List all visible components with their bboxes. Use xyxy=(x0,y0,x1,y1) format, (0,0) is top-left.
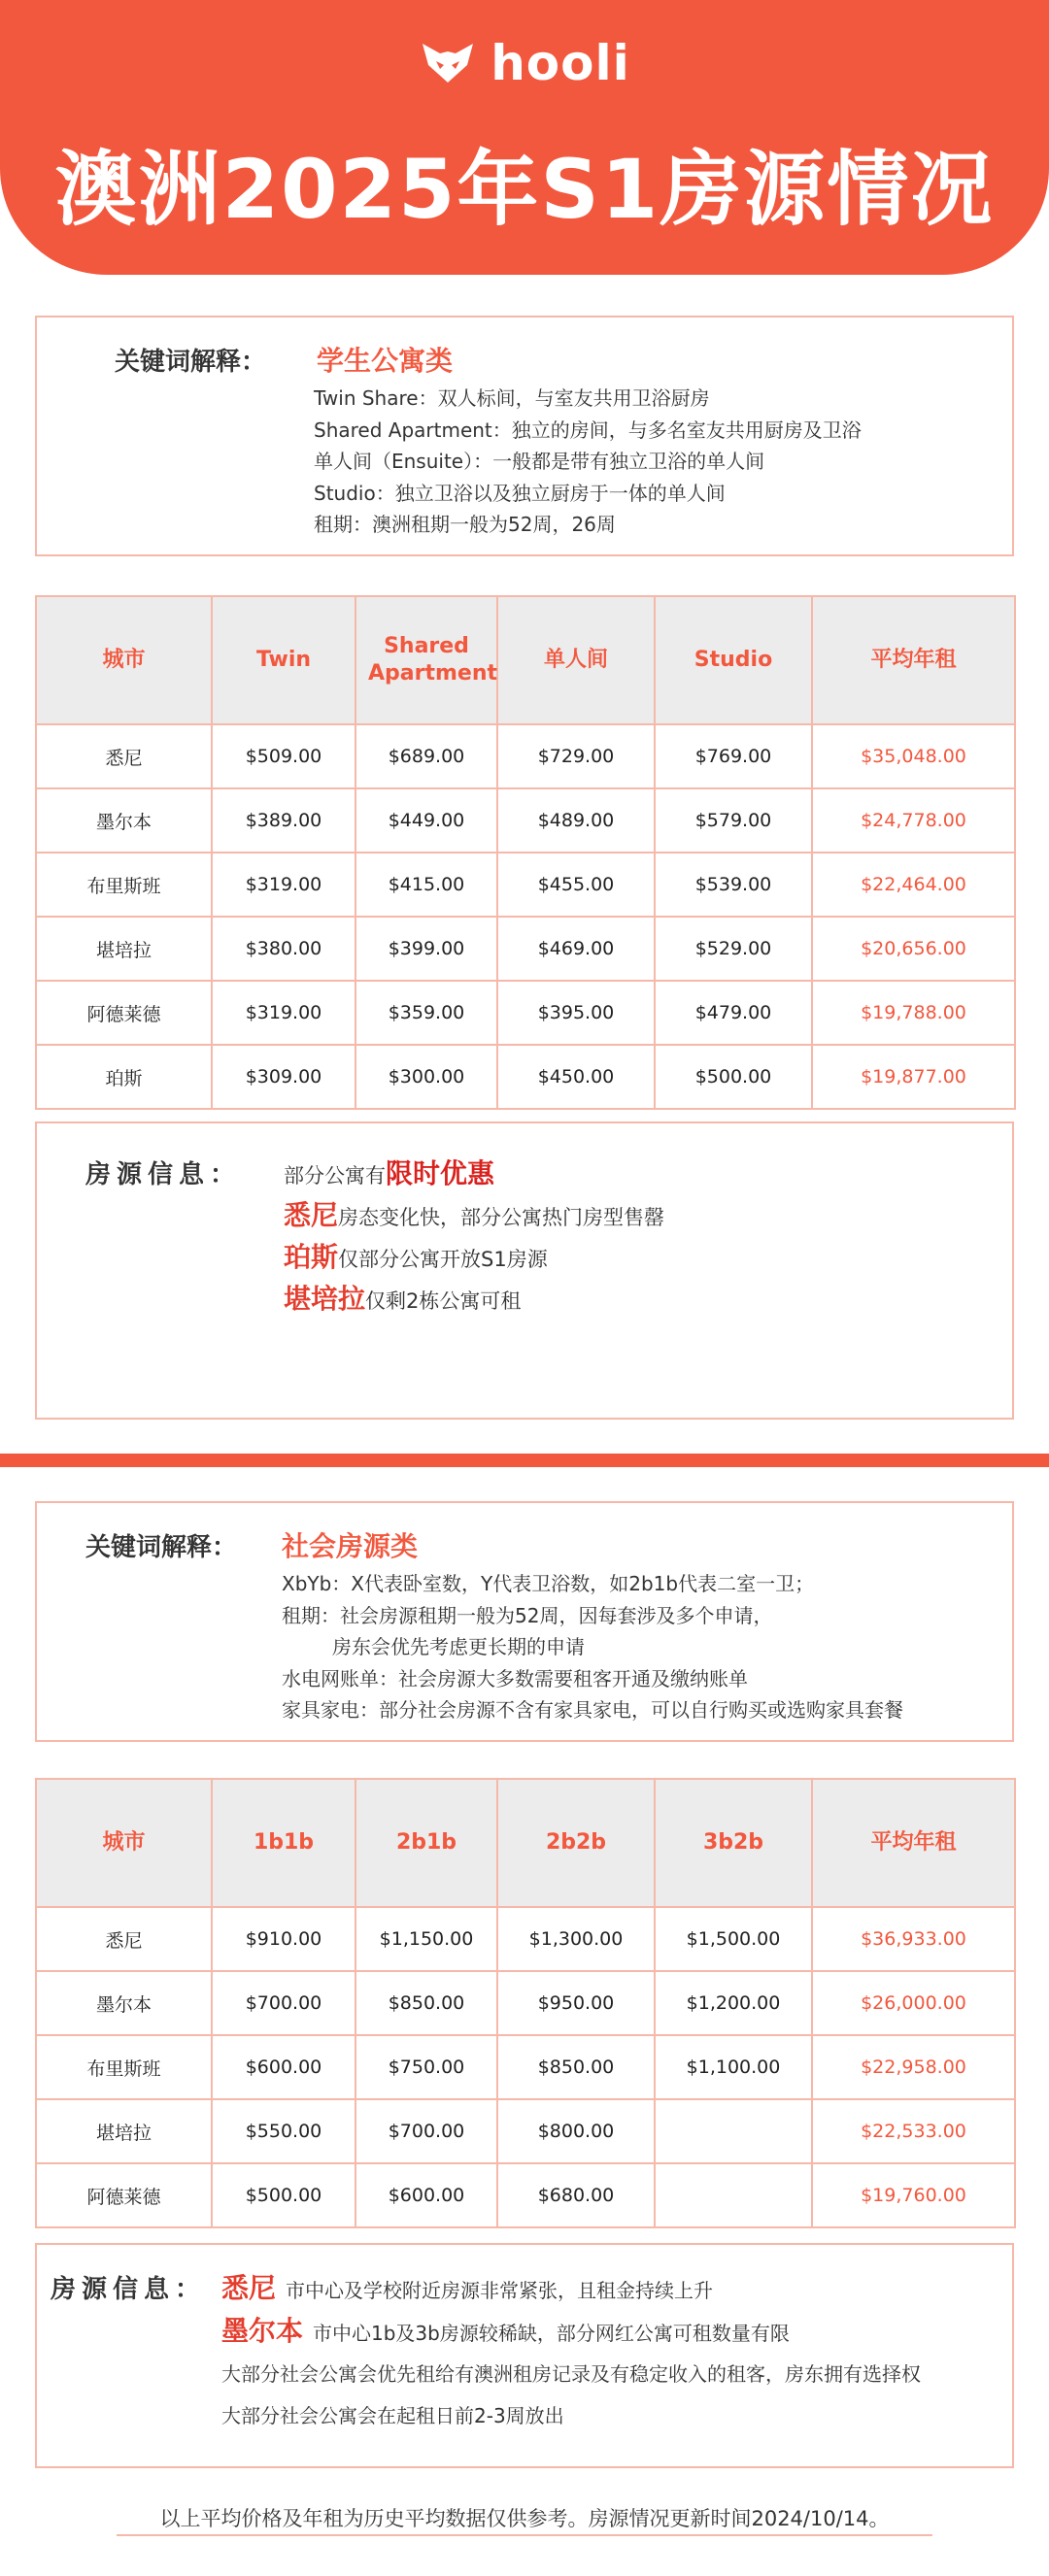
city-cell: 堪培拉 xyxy=(36,917,212,981)
table-row xyxy=(36,788,1015,853)
city-cell: 阿德莱德 xyxy=(36,981,212,1045)
table-row xyxy=(36,2099,1015,2163)
definition-line: Twin Share：双人标间，与室友共用卫浴厨房 xyxy=(314,386,710,410)
fox-logo-icon xyxy=(419,42,477,84)
table-row xyxy=(36,1907,1015,1971)
definition-line: XbYb：X代表卧室数，Y代表卫浴数，如2b1b代表二室一卫； xyxy=(282,1572,815,1595)
price-cell: $449.00 xyxy=(355,788,497,853)
price-cell: $600.00 xyxy=(212,2035,355,2099)
info-text: 仅部分公寓开放S1房源 xyxy=(338,1248,548,1271)
table-header-row xyxy=(36,596,1015,724)
price-cell: $469.00 xyxy=(497,917,655,981)
keyword-definitions xyxy=(282,1568,903,1726)
price-cell: $579.00 xyxy=(655,788,812,853)
definition-line: Shared Apartment：独立的房间，与多名室友共用厨房及卫浴 xyxy=(314,418,862,442)
price-cell: $500.00 xyxy=(212,2163,355,2227)
price-cell: $680.00 xyxy=(497,2163,655,2227)
price-cell: $800.00 xyxy=(497,2099,655,2163)
footnote: 以上平均价格及年租为历史平均数据仅供参考。房源情况更新时间2024/10/14。 xyxy=(159,2507,890,2530)
city-cell: 阿德莱德 xyxy=(36,2163,212,2227)
student-keyword-box xyxy=(35,316,1014,556)
promo-highlight: 限时优惠 xyxy=(386,1157,495,1189)
column-header: 1b1b xyxy=(212,1779,355,1907)
price-cell: $700.00 xyxy=(212,1971,355,2035)
price-cell: $550.00 xyxy=(212,2099,355,2163)
price-cell: $1,200.00 xyxy=(655,1971,812,2035)
column-header: Studio xyxy=(655,596,812,724)
annual-rent-cell: $24,778.00 xyxy=(812,788,1015,853)
keyword-category: 社会房源类 xyxy=(282,1530,419,1562)
price-cell: $910.00 xyxy=(212,1907,355,1971)
price-cell: $850.00 xyxy=(497,2035,655,2099)
city-highlight: 悉尼 xyxy=(284,1199,339,1231)
price-cell: $509.00 xyxy=(212,724,355,788)
definition-line: 租期：社会房源租期一般为52周，因每套涉及多个申请， xyxy=(282,1603,773,1627)
city-cell: 墨尔本 xyxy=(36,1971,212,2035)
price-cell: $850.00 xyxy=(355,1971,497,2035)
annual-rent-cell: $26,000.00 xyxy=(812,1971,1015,2035)
city-highlight: 悉尼 xyxy=(221,2272,277,2304)
price-cell: $769.00 xyxy=(655,724,812,788)
table-row xyxy=(36,853,1015,917)
column-header: 平均年租 xyxy=(812,1779,1015,1907)
price-cell: $950.00 xyxy=(497,1971,655,2035)
info-line: 大部分社会公寓会在起租日前2-3周放出 xyxy=(221,2404,564,2427)
column-header: 城市 xyxy=(36,596,212,724)
keyword-definitions xyxy=(314,383,862,541)
price-cell: $395.00 xyxy=(497,981,655,1045)
definition-line: 水电网账单：社会房源大多数需要租客开通及缴纳账单 xyxy=(282,1666,748,1690)
price-cell: $479.00 xyxy=(655,981,812,1045)
column-header: 单人间 xyxy=(497,596,655,724)
info-line xyxy=(284,1194,664,1233)
info-text: 仅剩2栋公寓可租 xyxy=(365,1289,522,1313)
price-cell: $399.00 xyxy=(355,917,497,981)
info-line: 大部分社会公寓会优先租给有澳洲租房记录及有稳定收入的租客，房东拥有选择权 xyxy=(221,2362,921,2386)
city-highlight: 珀斯 xyxy=(284,1241,339,1273)
city-highlight: 墨尔本 xyxy=(221,2315,304,2347)
price-cell: $1,100.00 xyxy=(655,2035,812,2099)
info-line xyxy=(284,1153,494,1191)
info-text: 市中心及学校附近房源非常紧张，且租金持续上升 xyxy=(286,2279,714,2302)
city-cell: 墨尔本 xyxy=(36,788,212,853)
annual-rent-cell: $22,464.00 xyxy=(812,853,1015,917)
definition-line: 租期：澳洲租期一般为52周，26周 xyxy=(314,513,616,536)
annual-rent-cell: $36,933.00 xyxy=(812,1907,1015,1971)
info-line xyxy=(221,2310,790,2349)
student-price-table xyxy=(35,595,1016,1110)
definition-line: Studio：独立卫浴以及独立厨房于一体的单人间 xyxy=(314,481,726,505)
price-cell: $1,500.00 xyxy=(655,1907,812,1971)
price-cell: $600.00 xyxy=(355,2163,497,2227)
city-cell: 布里斯班 xyxy=(36,2035,212,2099)
table-row xyxy=(36,724,1015,788)
price-cell: $539.00 xyxy=(655,853,812,917)
annual-rent-cell: $20,656.00 xyxy=(812,917,1015,981)
header-banner xyxy=(0,0,1049,275)
price-cell: $300.00 xyxy=(355,1045,497,1109)
column-header xyxy=(355,596,497,724)
column-header: 3b2b xyxy=(655,1779,812,1907)
info-line xyxy=(284,1236,548,1275)
brand-name: hooli xyxy=(491,35,630,91)
student-info-box xyxy=(35,1121,1014,1420)
annual-rent-cell: $22,958.00 xyxy=(812,2035,1015,2099)
price-cell: $415.00 xyxy=(355,853,497,917)
page-title: 澳洲2025年S1房源情况 xyxy=(54,142,995,237)
price-cell: $529.00 xyxy=(655,917,812,981)
table-row xyxy=(36,2163,1015,2227)
social-info-box xyxy=(35,2243,1014,2468)
column-header: 2b1b xyxy=(355,1779,497,1907)
annual-rent-cell: $19,760.00 xyxy=(812,2163,1015,2227)
info-line xyxy=(221,2267,713,2306)
price-cell xyxy=(655,2099,812,2163)
price-cell: $689.00 xyxy=(355,724,497,788)
price-cell: $359.00 xyxy=(355,981,497,1045)
definition-line: 房东会优先考虑更长期的申请 xyxy=(332,1635,585,1658)
table-row xyxy=(36,1971,1015,2035)
price-cell: $1,300.00 xyxy=(497,1907,655,1971)
column-header: 2b2b xyxy=(497,1779,655,1907)
column-header: 城市 xyxy=(36,1779,212,1907)
annual-rent-cell: $19,788.00 xyxy=(812,981,1015,1045)
table-header-row xyxy=(36,1779,1015,1907)
keyword-label: 关键词解释： xyxy=(115,348,267,377)
info-label: 房源信息： xyxy=(51,2275,207,2304)
column-header: Twin xyxy=(212,596,355,724)
definition-line: 单人间（Ensuite）：一般都是带有独立卫浴的单人间 xyxy=(314,450,765,473)
price-cell: $319.00 xyxy=(212,981,355,1045)
price-cell: $489.00 xyxy=(497,788,655,853)
column-header: 平均年租 xyxy=(812,596,1015,724)
definition-line: 家具家电：部分社会房源不含有家具家电，可以自行购买或选购家具套餐 xyxy=(282,1698,903,1722)
table-row xyxy=(36,917,1015,981)
info-text: 房态变化快，部分公寓热门房型售罄 xyxy=(338,1206,665,1229)
annual-rent-cell: $19,877.00 xyxy=(812,1045,1015,1109)
social-keyword-box xyxy=(35,1501,1014,1742)
info-text: 市中心1b及3b房源较稀缺，部分网红公寓可租数量有限 xyxy=(313,2322,790,2345)
price-cell: $700.00 xyxy=(355,2099,497,2163)
price-cell: $750.00 xyxy=(355,2035,497,2099)
table-row xyxy=(36,2035,1015,2099)
annual-rent-cell: $22,533.00 xyxy=(812,2099,1015,2163)
price-cell: $309.00 xyxy=(212,1045,355,1109)
city-cell: 悉尼 xyxy=(36,724,212,788)
price-cell: $729.00 xyxy=(497,724,655,788)
price-cell: $380.00 xyxy=(212,917,355,981)
table-row xyxy=(36,1045,1015,1109)
city-cell: 布里斯班 xyxy=(36,853,212,917)
keyword-label: 关键词解释： xyxy=(85,1533,238,1562)
footnote-underline xyxy=(117,2534,932,2536)
price-cell: $450.00 xyxy=(497,1045,655,1109)
price-cell: $1,150.00 xyxy=(355,1907,497,1971)
price-cell: $389.00 xyxy=(212,788,355,853)
annual-rent-cell: $35,048.00 xyxy=(812,724,1015,788)
price-cell xyxy=(655,2163,812,2227)
city-cell: 堪培拉 xyxy=(36,2099,212,2163)
keyword-category: 学生公寓类 xyxy=(317,345,454,377)
column-header-label: Shared Apartment xyxy=(368,634,498,686)
city-cell: 珀斯 xyxy=(36,1045,212,1109)
brand-logo xyxy=(0,35,1049,91)
info-line xyxy=(284,1278,521,1317)
price-cell: $455.00 xyxy=(497,853,655,917)
price-cell: $319.00 xyxy=(212,853,355,917)
table-row xyxy=(36,981,1015,1045)
info-label: 房源信息： xyxy=(85,1160,242,1189)
social-price-table xyxy=(35,1778,1016,2228)
section-divider xyxy=(0,1454,1049,1467)
price-cell: $500.00 xyxy=(655,1045,812,1109)
city-cell: 悉尼 xyxy=(36,1907,212,1971)
info-text: 部分公寓有 xyxy=(284,1164,386,1188)
city-highlight: 堪培拉 xyxy=(284,1283,366,1315)
